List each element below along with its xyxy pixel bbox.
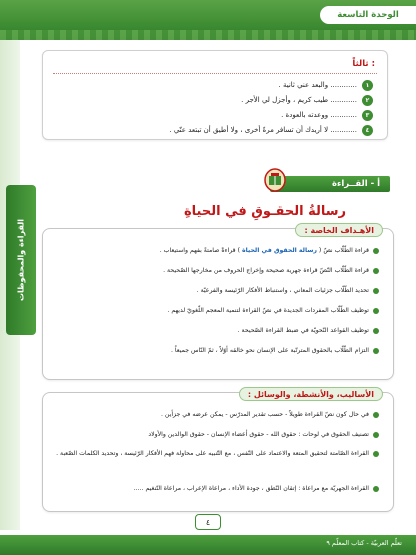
objective-item bbox=[167, 305, 379, 316]
method-text: القراءة الصّامتة لتحقيق المتعة والاعتماد على النّفس ، مع التّنبيه على محاولة فهم الأفكار الرّئيسة ، وتحديد الكلمات الصّعبة . bbox=[56, 450, 369, 457]
footer-book-title: تعلّم العربيّة - كتاب المعلّم ٩ bbox=[326, 539, 402, 547]
section-label: أ - القــراءة bbox=[270, 176, 390, 192]
page-number: ٤ bbox=[195, 514, 221, 530]
method-item bbox=[134, 483, 379, 494]
objective-text: ) قراءةً صامتةً بفهم واستيعاب . bbox=[159, 247, 242, 254]
bullet-icon bbox=[373, 486, 379, 492]
exercise-box bbox=[42, 50, 388, 140]
objectives-tag: الأهـداف الخاصة : bbox=[295, 223, 383, 237]
objective-item bbox=[238, 325, 379, 336]
exercise-text: ............ ووعدته بالعودة . bbox=[281, 111, 357, 119]
bullet-icon bbox=[373, 308, 379, 314]
method-item bbox=[161, 409, 379, 420]
number-badge: ٢ bbox=[362, 95, 373, 106]
exercise-text: ............ والبعد عني ثانية . bbox=[278, 81, 357, 89]
methods-tag: الأساليب، والأنشطة، والوسائل : bbox=[239, 387, 383, 401]
exercise-text: ............ طيب كريم ، وأجزل لي الأجر . bbox=[241, 96, 357, 104]
objective-text: قراءة الطّلّاب نصّ ( bbox=[316, 247, 369, 254]
bullet-icon bbox=[373, 268, 379, 274]
objective-text: تحديد الطّلّاب جزئيات المعاني ، واستنباط الأفكار الرّئيسة والفرعيّة . bbox=[196, 287, 369, 294]
bullet-icon bbox=[373, 328, 379, 334]
objective-item bbox=[160, 245, 379, 256]
exercise-line bbox=[241, 94, 373, 106]
bullet-icon bbox=[373, 451, 379, 457]
number-badge: ١ bbox=[362, 80, 373, 91]
reading-section-header bbox=[230, 168, 390, 194]
number-badge: ٤ bbox=[362, 125, 373, 136]
lesson-name-highlight: رسالة الحقوق في الحياة bbox=[241, 247, 317, 254]
book-icon bbox=[264, 168, 286, 192]
exercise-line bbox=[281, 109, 373, 121]
objectives-box bbox=[42, 225, 394, 380]
method-item bbox=[148, 429, 379, 440]
unit-title: الوحدة التاسعة bbox=[320, 6, 416, 24]
bullet-icon bbox=[373, 248, 379, 254]
exercise-line bbox=[169, 124, 373, 136]
methods-box bbox=[42, 389, 394, 512]
method-text: القراءة الجهريّة مع مراعاة : إتقان النّطق ، جودة الأداء ، مراعاة الإعراب ، مراعاة التّنغيم ..... bbox=[133, 485, 369, 492]
objective-text: قراءة الطّلّاب النّصّ قراءة جهرية صحيحة وإخراج الحروف من مخارجها الصّحيحة . bbox=[163, 267, 369, 274]
method-text: في حال كون نصّ القراءة طويلاً - حسب تقدير المدرّس - يمكن عرضه في جزأين . bbox=[160, 411, 369, 418]
objective-text: التزام الطّلّاب بالحقوق المترتّبة على الإنسان نحو خالقه أوّلاً ، ثمّ النّاس جميعاً . bbox=[170, 347, 369, 354]
exercise-text: ............ لا أريدك أن تسافر مرةً أخرى ، ولا أطيق أن تبتعد عنّي . bbox=[169, 126, 357, 134]
exercise-divider bbox=[53, 73, 377, 74]
bullet-icon bbox=[373, 412, 379, 418]
objective-text: توظيف القواعد النّحويّة في ضبط القراءة الصّحيحة . bbox=[237, 327, 369, 334]
number-badge: ٣ bbox=[362, 110, 373, 121]
lesson-title: رسالةُ الحقـوقِ في الحياةِ bbox=[183, 204, 346, 219]
objective-item bbox=[197, 285, 379, 296]
bullet-icon bbox=[373, 348, 379, 354]
bullet-icon bbox=[373, 432, 379, 438]
bullet-icon bbox=[373, 288, 379, 294]
objective-item bbox=[171, 345, 379, 356]
objective-item bbox=[163, 265, 379, 276]
objective-text: توظيف الطّلّاب المفردات الجديدة في نصّ القراءة لتنمية المعجم اللّغويّ لديهم . bbox=[167, 307, 369, 314]
side-ribbon bbox=[6, 185, 36, 335]
header-stripe bbox=[0, 30, 416, 40]
exercise-heading: ثالثاً : bbox=[352, 59, 375, 69]
header-band bbox=[0, 0, 416, 40]
side-ribbon-label: القراءة والمحفوظات bbox=[16, 218, 26, 302]
exercise-line bbox=[279, 79, 373, 91]
method-text: تصنيف الحقوق في لوحات : حقوق الله - حقوق أعضاء الإنسان - حقوق الوالدين والأولاد bbox=[148, 431, 369, 438]
method-item bbox=[53, 449, 379, 471]
